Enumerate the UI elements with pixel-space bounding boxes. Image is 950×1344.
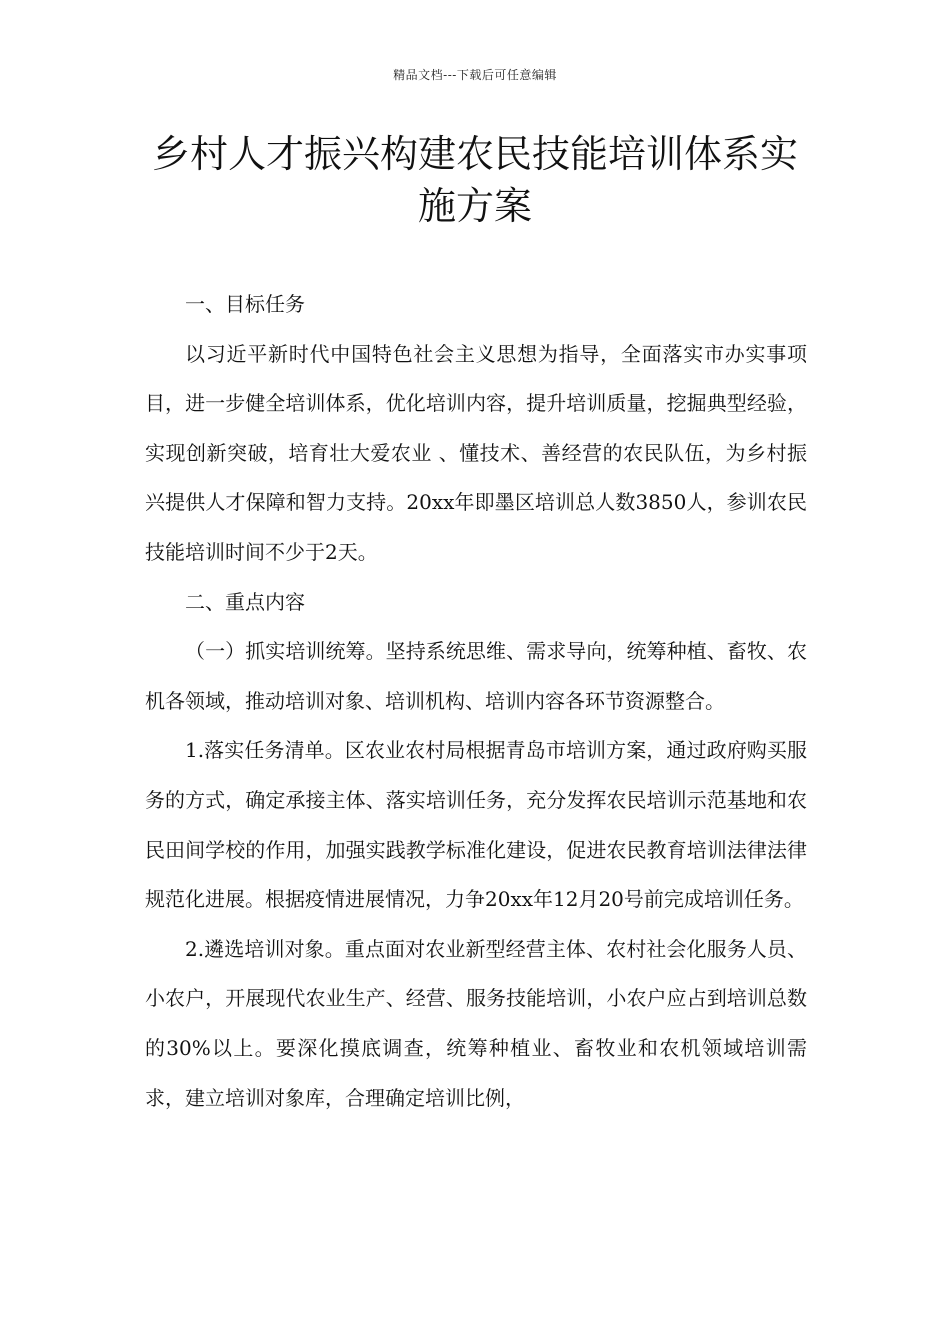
page-header: 精品文档---下载后可任意编辑 — [393, 68, 557, 82]
document-title: 乡村人才振兴构建农民技能培训体系实施方案 — [151, 132, 798, 228]
paragraph-goals: 以习近平新时代中国特色社会主义思想为指导，全面落实市办实事项目，进一步健全培训体系，优化培训内容，提升培训质量，挖掘典型经验，实现创新突破，培育壮大爱农业 、懂技术、善经营的农民队伍，为乡村振兴提供人才保障和智力支持。20xx年即墨区培训总人数3850人，参训农民技能培训时间不少于2天。 — [145, 341, 807, 564]
paragraph-task-list: 1.落实任务清单。区农业农村局根据青岛市培训方案，通过政府购买服务的方式，确定承接主体、落实培训任务，充分发挥农民培训示范基地和农民田间学校的作用，加强实践教学标准化建设，促进农民教育培训法律法律规范化进展。根据疫情进展情况，力争20xx年12月20号前完成培训任务。 — [145, 738, 807, 912]
section-heading-key-content: 二、重点内容 — [185, 589, 305, 614]
paragraph-select-trainees: 2.遴选培训对象。重点面对农业新型经营主体、农村社会化服务人员、小农户，开展现代农业生产、经营、服务技能培训，小农户应占到培训总数的30%以上。要深化摸底调查，统筹种植业、畜牧业和农机领域培训需求，建立培训对象库，合理确定培训比例， — [145, 936, 807, 1110]
document-body — [145, 280, 807, 1123]
section-heading-goals: 一、目标任务 — [185, 292, 305, 316]
paragraph-training-coordination: （一）抓实培训统筹。坚持系统思维、需求导向，统筹种植、畜牧、农机各领域，推动培训对象、培训机构、培训内容各环节资源整合。 — [145, 639, 807, 713]
